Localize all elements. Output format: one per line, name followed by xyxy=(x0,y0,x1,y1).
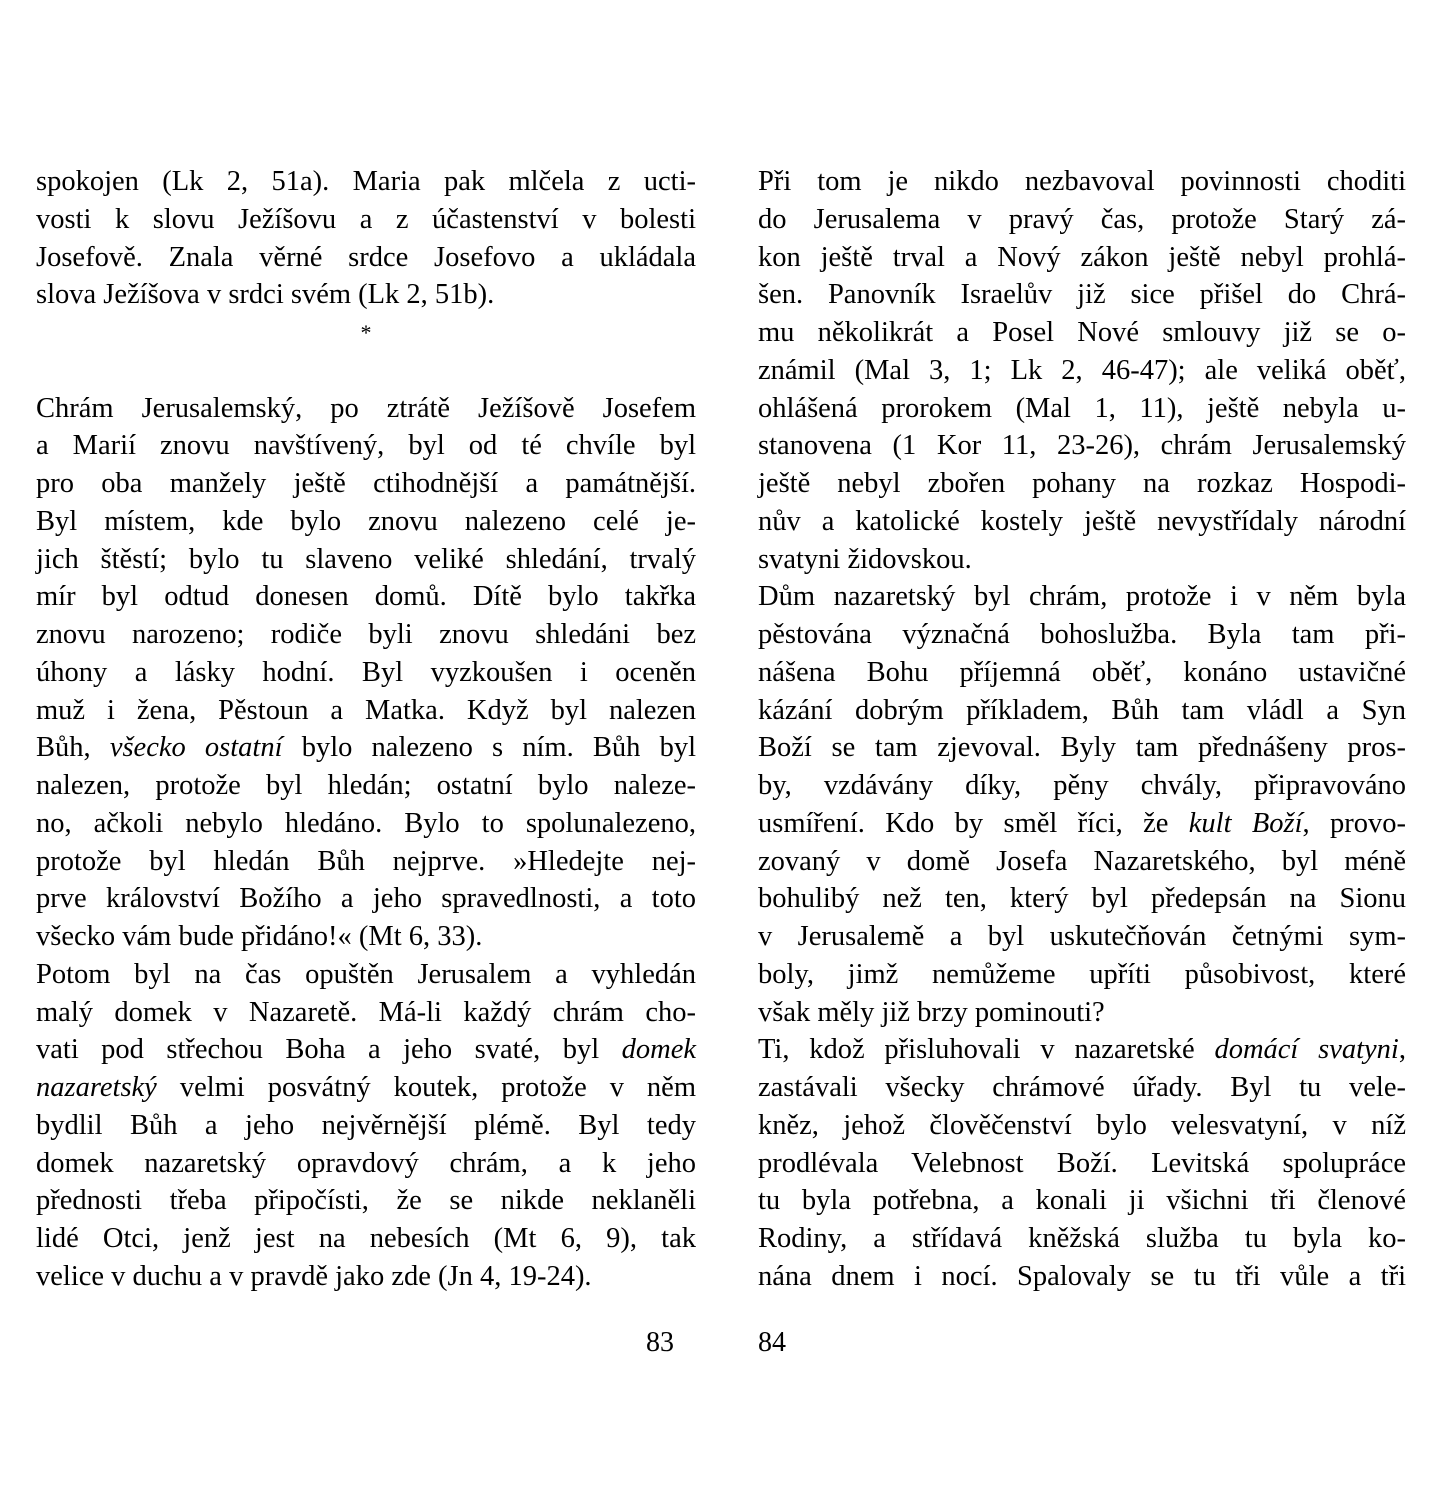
text-line: do Jerusalema v pravý čas, protože Starý zá- xyxy=(758,203,1406,235)
text-line: protože byl hledán Bůh nejprve. »Hledejte nej- xyxy=(36,845,696,877)
text-line: svatyni židovskou. xyxy=(758,543,972,575)
page-number-left: 83 xyxy=(646,1327,674,1358)
text-line: by, vzdávány díky, pěny chvály, připravováno xyxy=(758,770,1406,801)
text-line: kněz, jehož člověčenství bylo velesvatyní, v níž xyxy=(758,1109,1406,1141)
text-line: boly, jimž nemůžeme upříti působivost, které xyxy=(758,958,1406,990)
text-line: spokojen (Lk 2, 51a). Maria pak mlčela z ucti- xyxy=(36,166,696,197)
left-page xyxy=(36,163,696,1296)
text-line: nazaretský velmi posvátný koutek, protože v něm xyxy=(36,1072,696,1103)
text-line: nův a katolické kostely ještě nevystřídaly národní xyxy=(758,505,1406,537)
text-line: bohulibý než ten, který byl předepsán na Sionu xyxy=(758,883,1406,915)
text-line: jich štěstí; bylo tu slaveno veliké shledání, trvalý xyxy=(36,543,696,575)
text-line: zovaný v domě Josefa Nazaretského, byl méně xyxy=(758,845,1406,877)
text-line: domek nazaretský opravdový chrám, a k jeho xyxy=(36,1147,696,1179)
text-line: prve království Božího a jeho spravedlnosti, a toto xyxy=(36,883,696,915)
text-line: znovu narozeno; rodiče byli znovu shledáni bez xyxy=(36,619,696,650)
text-line: kázání dobrým příkladem, Bůh tam vládl a Syn xyxy=(758,694,1406,726)
text-line: mír byl odtud donesen domů. Dítě bylo takřka xyxy=(36,581,696,613)
text-line: ohlášená prorokem (Mal 1, 11), ještě nebyla u- xyxy=(758,392,1406,424)
text-line: Rodiny, a střídavá kněžská služba tu byla ko- xyxy=(758,1223,1406,1254)
text-line: pěstována význačná bohoslužba. Byla tam při- xyxy=(758,619,1406,650)
text-line: Dům nazaretský byl chrám, protože i v něm byla xyxy=(758,581,1406,613)
text-line: muž i žena, Pěstoun a Matka. Když byl nalezen xyxy=(36,694,696,726)
text-line: no, ačkoli nebylo hledáno. Bylo to spolunalezeno, xyxy=(36,807,696,839)
text-line: šen. Panovník Israelův již sice přišel do Chrá- xyxy=(758,279,1406,311)
text-line: velice v duchu a v pravdě jako zde (Jn 4, 19-24). xyxy=(36,1260,592,1292)
text-line: prodlévala Velebnost Boží. Levitská spolupráce xyxy=(758,1147,1406,1179)
text-line: bydlil Bůh a jeho nejvěrnější plémě. Byl tedy xyxy=(36,1109,696,1141)
text-line: Byl místem, kde bylo znovu nalezeno celé je- xyxy=(36,505,696,537)
text-line: v Jerusalemě a byl uskutečňován četnými sym- xyxy=(758,921,1406,952)
left-page-text-block-1 xyxy=(36,163,696,314)
text-line: ještě nebyl zbořen pohany na rozkaz Hospodi- xyxy=(758,468,1406,499)
section-ornament: * xyxy=(360,320,372,345)
text-line: malý domek v Nazaretě. Má-li každý chrám cho- xyxy=(36,996,696,1028)
text-line: kon ještě trval a Nový zákon ještě nebyl prohlá- xyxy=(758,241,1406,273)
text-line: úhony a lásky hodní. Byl vyzkoušen i oceněn xyxy=(36,656,696,688)
text-line: nána dnem i nocí. Spalovaly se tu tři vůle a tři xyxy=(758,1260,1406,1292)
text-line: nalezen, protože byl hledán; ostatní bylo naleze- xyxy=(36,770,696,801)
text-line: tu byla potřebna, a konali ji všichni tři členové xyxy=(758,1185,1406,1217)
text-line: lidé Otci, jenž jest na nebesích (Mt 6, 9), tak xyxy=(36,1223,696,1254)
text-line: Potom byl na čas opuštěn Jerusalem a vyhledán xyxy=(36,958,696,990)
text-line: však měly již brzy pominouti? xyxy=(758,996,1105,1028)
text-line: vosti k slovu Ježíšovu a z účastenství v bolesti xyxy=(36,203,696,235)
text-line: slova Ježíšova v srdci svém (Lk 2, 51b). xyxy=(36,279,495,311)
text-line: usmíření. Kdo by směl říci, že kult Boží, provo- xyxy=(758,807,1407,839)
text-line: zastávali všecky chrámové úřady. Byl tu vele- xyxy=(758,1072,1406,1103)
text-line: přednosti třeba připočísti, že se nikde neklaněli xyxy=(36,1185,696,1217)
left-page-text-block-2 xyxy=(36,390,696,1296)
page-number-right: 84 xyxy=(758,1327,786,1358)
text-line: mu několikrát a Posel Nové smlouvy již se o- xyxy=(758,317,1406,348)
blank-line xyxy=(36,352,696,390)
right-page xyxy=(758,163,1406,1296)
text-line: stanovena (1 Kor 11, 23-26), chrám Jerusalemský xyxy=(758,430,1406,462)
text-line: Ti, kdož přisluhovali v nazaretské domácí svatyni, xyxy=(758,1034,1406,1066)
text-line: Chrám Jerusalemský, po ztrátě Ježíšově Josefem xyxy=(36,392,696,424)
text-line: Při tom je nikdo nezbavoval povinnosti choditi xyxy=(758,166,1406,197)
text-line: vati pod střechou Boha a jeho svaté, byl domek xyxy=(36,1034,696,1066)
text-line: nášena Bohu příjemná oběť, konáno ustavičné xyxy=(758,656,1406,688)
text-line: Boží se tam zjevoval. Byly tam přednášeny pros- xyxy=(758,732,1406,764)
right-page-text-block xyxy=(758,163,1406,1296)
text-line: Bůh, všecko ostatní bylo nalezeno s ním. Bůh byl xyxy=(36,732,696,764)
text-line: známil (Mal 3, 1; Lk 2, 46-47); ale veliká oběť, xyxy=(758,354,1406,386)
text-line: Josefově. Znala věrné srdce Josefovo a ukládala xyxy=(36,241,696,273)
text-line: pro oba manžely ještě ctihodnější a památnější. xyxy=(36,468,696,499)
text-line: všecko vám bude přidáno!« (Mt 6, 33). xyxy=(36,921,483,952)
text-line: a Marií znovu navštívený, byl od té chvíle byl xyxy=(36,430,696,462)
